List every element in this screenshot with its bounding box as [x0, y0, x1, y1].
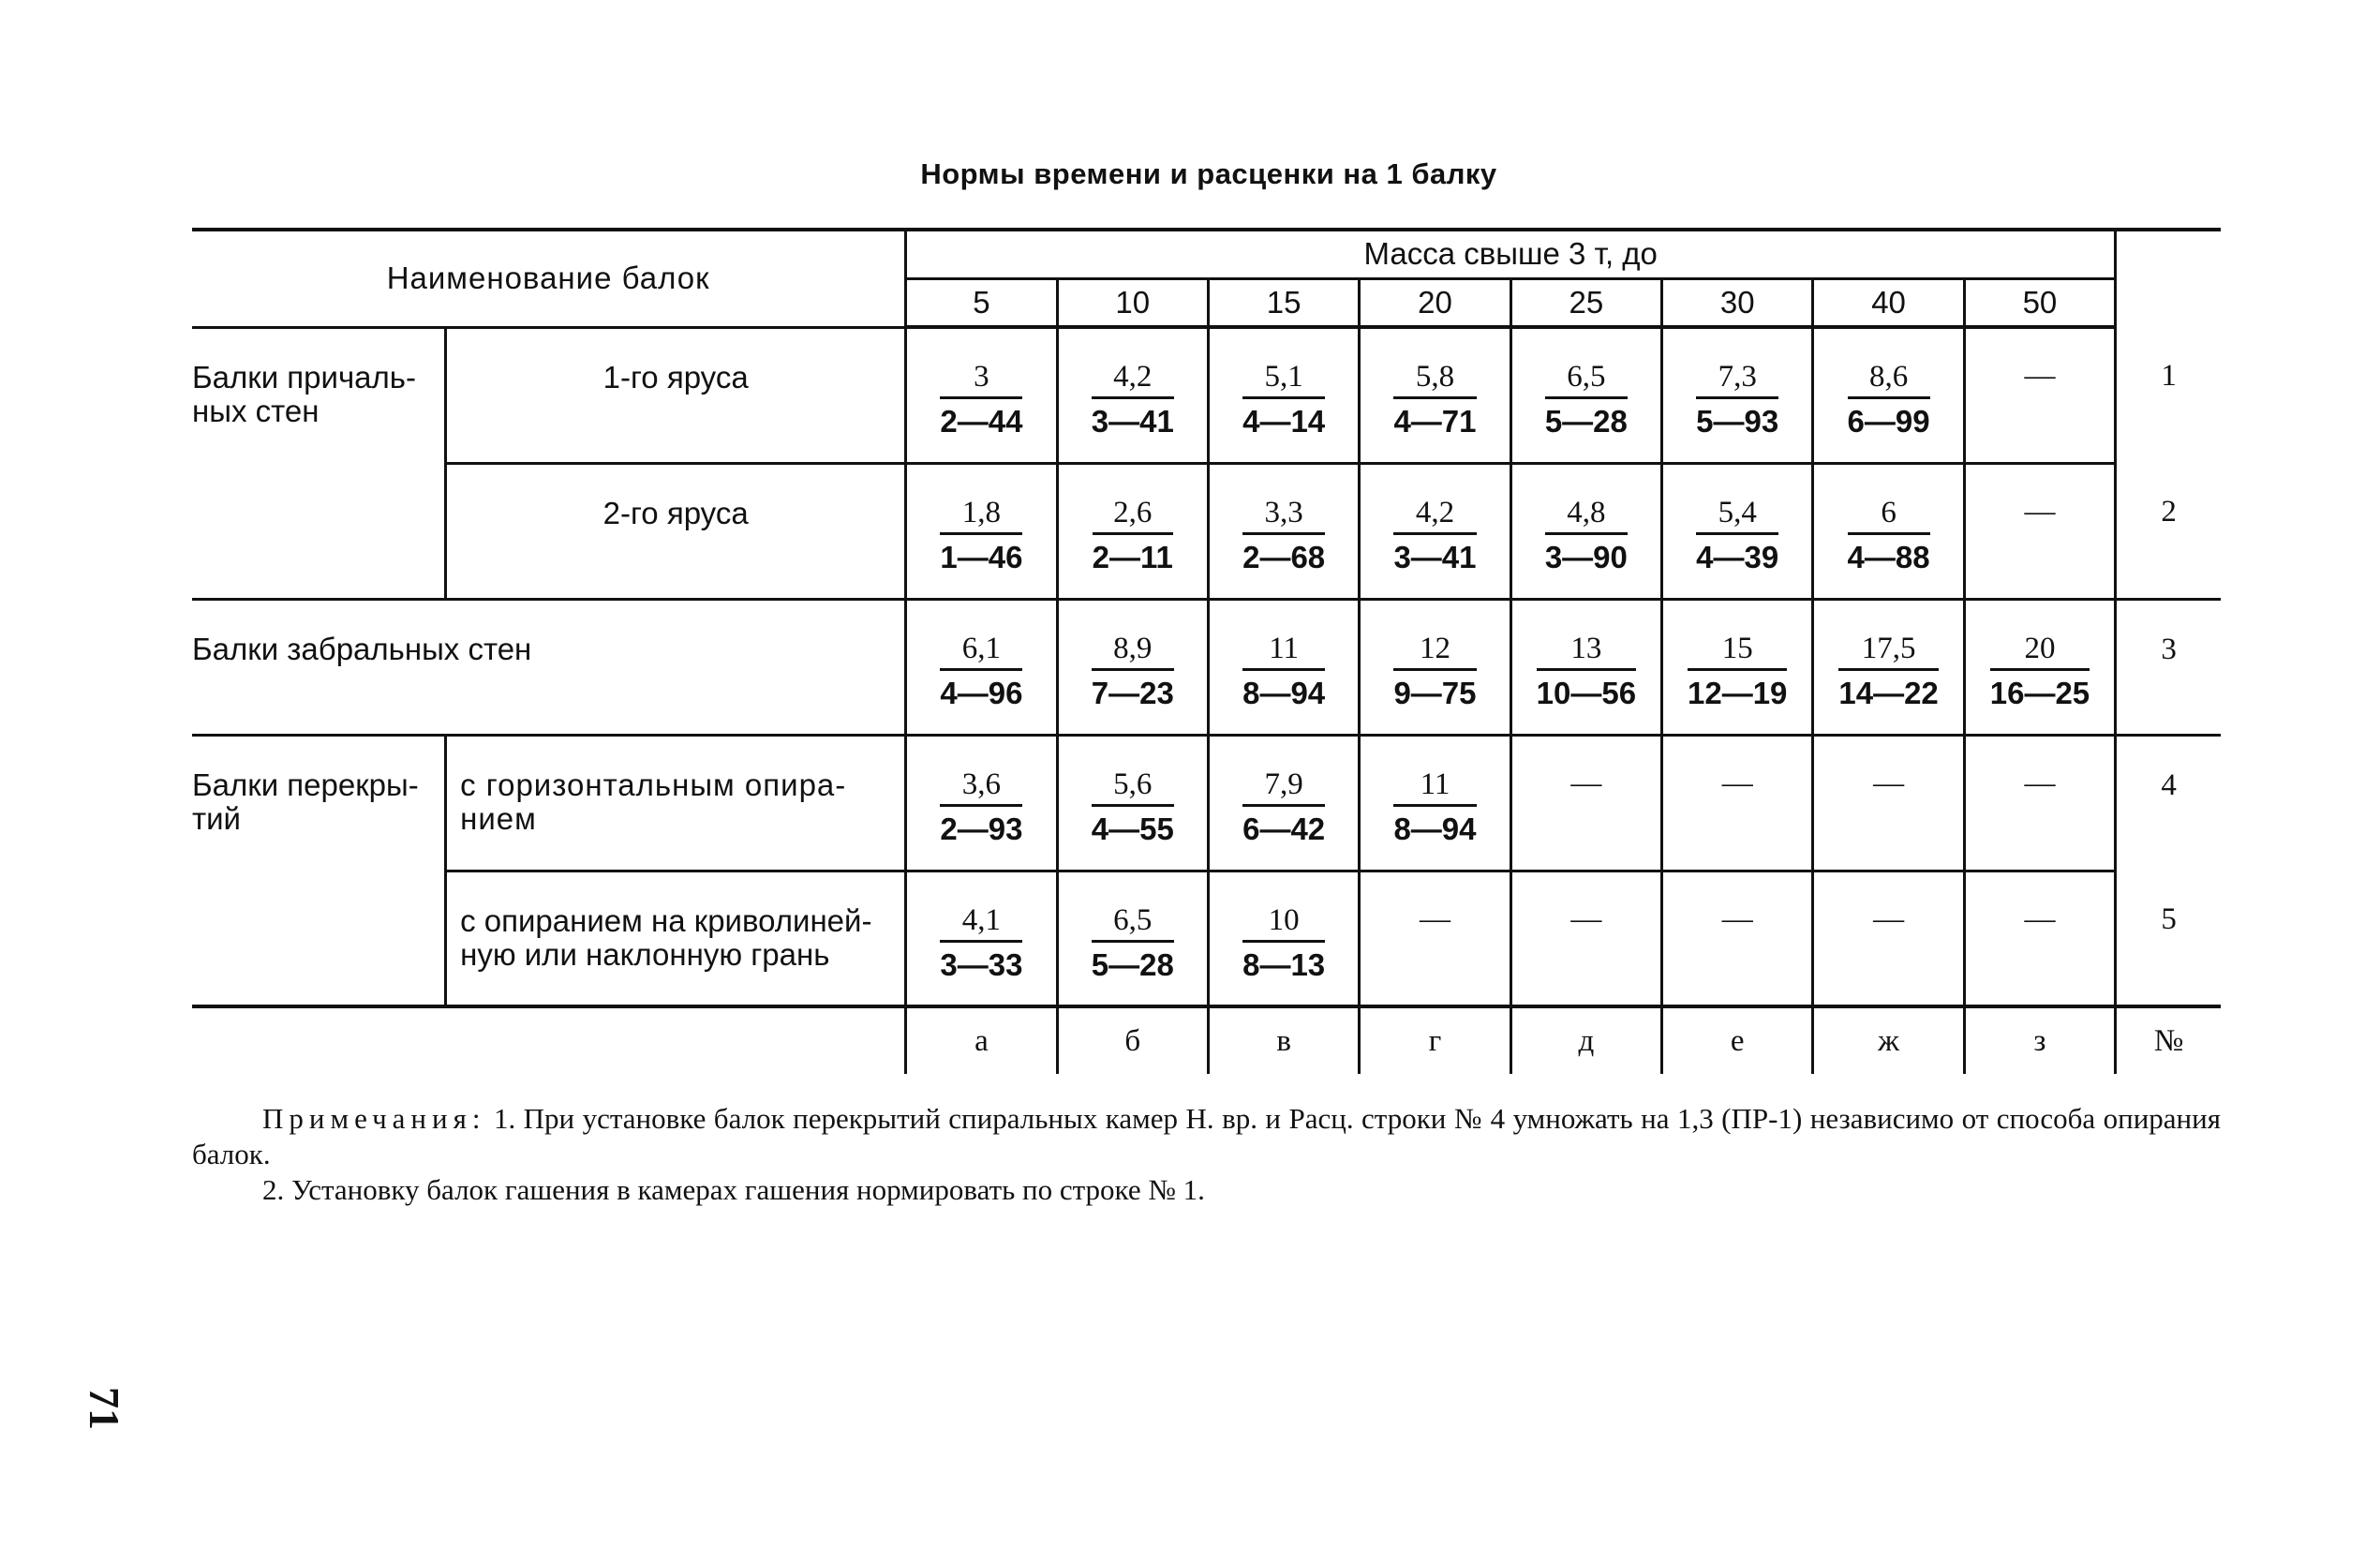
table-row	[192, 735, 2221, 871]
value-cell	[1813, 735, 1964, 871]
value-cell	[1208, 327, 1359, 463]
mass-value-20: 20	[1360, 278, 1510, 327]
column-letter: д	[1510, 1006, 1661, 1074]
time-norm: 5,8	[1393, 359, 1476, 399]
rate-price: 8—13	[1242, 946, 1326, 982]
dash-mark: —	[1570, 766, 1602, 800]
rate-price: 6—42	[1242, 811, 1326, 846]
value-cell	[1510, 871, 1661, 1006]
rate-price: 5—93	[1696, 404, 1779, 439]
time-norm: 2,6	[1093, 495, 1173, 535]
value-cell	[1360, 599, 1510, 735]
table-row	[192, 327, 2221, 463]
value-cell	[1813, 871, 1964, 1006]
value-cell	[1510, 463, 1661, 599]
rownum-header-blank	[2116, 230, 2221, 327]
time-norm: 13	[1537, 631, 1636, 671]
norm-fraction	[1242, 359, 1325, 440]
time-norm: 8,6	[1848, 359, 1930, 399]
rate-price: 6—99	[1847, 404, 1930, 439]
value-cell	[906, 599, 1057, 735]
dash-mark: —	[1419, 901, 1450, 936]
column-letter: б	[1057, 1006, 1208, 1074]
rate-price: 16—25	[1989, 675, 2090, 710]
value-cell	[1964, 463, 2115, 599]
norm-fraction	[1848, 495, 1930, 576]
norm-fraction	[1838, 631, 1938, 712]
table-title: Нормы времени и расценки на 1 балку	[920, 157, 1497, 190]
subname-tier-1: 1-го яруса	[446, 327, 906, 463]
dash-mark: —	[1570, 901, 1602, 936]
norm-fraction	[1242, 902, 1325, 984]
value-cell	[1813, 599, 1964, 735]
dash-mark: —	[2024, 494, 2056, 529]
time-norm: 4,1	[940, 902, 1022, 943]
dash-mark: —	[1873, 901, 1905, 936]
table-row	[192, 871, 2221, 1006]
value-cell	[1057, 871, 1208, 1006]
value-cell	[1208, 599, 1359, 735]
rate-price: 4—88	[1847, 539, 1930, 574]
rate-price: 5—28	[1544, 404, 1628, 439]
value-cell	[1208, 463, 1359, 599]
rate-price: 2—44	[940, 404, 1023, 439]
value-cell	[906, 327, 1057, 463]
rate-price: 8—94	[1393, 811, 1477, 846]
norm-fraction	[1092, 767, 1174, 848]
column-letter: ж	[1813, 1006, 1964, 1074]
dash-mark: —	[1721, 901, 1753, 936]
subname-tier-2: 2-го яруса	[446, 463, 906, 599]
norm-fraction	[1848, 359, 1930, 440]
column-letter: в	[1208, 1006, 1359, 1074]
value-cell	[1964, 327, 2115, 463]
dash-mark: —	[2024, 766, 2056, 800]
page-number: 71	[81, 1387, 128, 1430]
mass-value-50: 50	[1964, 278, 2115, 327]
value-cell	[1510, 735, 1661, 871]
norm-fraction	[1393, 359, 1476, 440]
norm-fraction	[940, 767, 1022, 848]
rate-price: 2—93	[940, 811, 1023, 846]
column-letter: е	[1662, 1006, 1813, 1074]
column-letter: г	[1360, 1006, 1510, 1074]
time-norm: 5,1	[1242, 359, 1325, 399]
rate-price: 3—41	[1091, 404, 1174, 439]
norms-table	[192, 228, 2221, 1074]
value-cell	[1813, 327, 1964, 463]
norm-fraction	[1393, 767, 1476, 848]
rate-price: 7—23	[1091, 675, 1174, 710]
time-norm: 7,3	[1696, 359, 1778, 399]
time-norm: 5,4	[1696, 495, 1778, 535]
value-cell	[1208, 871, 1359, 1006]
value-cell	[1964, 735, 2115, 871]
norm-fraction	[940, 495, 1022, 576]
subname-horizontal-support: с горизонтальным опира- нием	[446, 735, 906, 871]
value-cell	[1057, 735, 1208, 871]
time-norm: 20	[1990, 631, 2090, 671]
rate-price: 4—96	[940, 675, 1023, 710]
time-norm: 3,3	[1242, 495, 1325, 535]
time-norm: 3,6	[940, 767, 1022, 807]
mass-value-30: 30	[1662, 278, 1813, 327]
value-cell	[1510, 327, 1661, 463]
mass-value-25: 25	[1510, 278, 1661, 327]
letters-row	[192, 1006, 2221, 1074]
value-cell	[1057, 463, 1208, 599]
rate-price: 2—68	[1242, 539, 1326, 574]
value-cell	[1662, 463, 1813, 599]
mass-value-15: 15	[1208, 278, 1359, 327]
rate-price: 4—71	[1393, 404, 1477, 439]
value-cell	[906, 463, 1057, 599]
rate-price: 5—28	[1091, 946, 1174, 982]
value-cell	[1662, 871, 1813, 1006]
value-cell	[1964, 871, 2115, 1006]
value-cell	[1208, 735, 1359, 871]
group-pier-walls: Балки причаль- ных стен	[192, 359, 416, 428]
number-label: №	[2116, 1006, 2221, 1074]
value-cell	[906, 871, 1057, 1006]
table-row	[192, 599, 2221, 735]
time-norm: 10	[1242, 902, 1325, 943]
time-norm: 6	[1848, 495, 1930, 535]
value-cell	[1964, 599, 2115, 735]
time-norm: 4,8	[1545, 495, 1628, 535]
rate-price: 4—14	[1242, 404, 1326, 439]
footer-blank	[192, 1006, 906, 1074]
time-norm: 3	[940, 359, 1022, 399]
dash-mark: —	[1873, 766, 1905, 800]
rate-price: 10—56	[1536, 675, 1637, 710]
mass-value-40: 40	[1813, 278, 1964, 327]
value-cell	[1360, 327, 1510, 463]
norm-fraction	[940, 359, 1022, 440]
time-norm: 12	[1393, 631, 1476, 671]
column-letter: а	[906, 1006, 1057, 1074]
time-norm: 11	[1393, 767, 1476, 807]
rate-price: 2—11	[1092, 539, 1173, 574]
value-cell	[906, 735, 1057, 871]
name-column-header: Наименование балок	[192, 230, 906, 327]
column-letter: з	[1964, 1006, 2115, 1074]
norm-fraction	[940, 631, 1022, 712]
time-norm: 17,5	[1838, 631, 1938, 671]
mass-value-5: 5	[906, 278, 1057, 327]
time-norm: 5,6	[1092, 767, 1174, 807]
row-number: 1	[2116, 327, 2221, 463]
value-cell	[1510, 599, 1661, 735]
time-norm: 6,5	[1092, 902, 1174, 943]
mass-caption: Масса свыше 3 т, до	[906, 230, 2116, 278]
norm-fraction	[940, 902, 1022, 984]
norm-fraction	[1545, 359, 1628, 440]
row-number: 3	[2116, 599, 2221, 735]
norm-fraction	[1092, 902, 1174, 984]
time-norm: 6,1	[940, 631, 1022, 671]
norm-fraction	[1393, 631, 1476, 712]
time-norm: 4,2	[1393, 495, 1476, 535]
row-number: 2	[2116, 463, 2221, 599]
group-screen-walls: Балки забральных стен	[192, 599, 906, 735]
notes-label: Примечания:	[262, 1102, 486, 1135]
time-norm: 6,5	[1545, 359, 1628, 399]
time-norm: 11	[1242, 631, 1325, 671]
dash-mark: —	[2024, 359, 2056, 393]
norm-fraction	[1393, 495, 1476, 576]
rate-price: 3—90	[1544, 539, 1628, 574]
value-cell	[1662, 735, 1813, 871]
rate-price: 8—94	[1242, 675, 1326, 710]
norm-fraction	[1092, 631, 1174, 712]
value-cell	[1360, 735, 1510, 871]
rate-price: 3—41	[1393, 539, 1477, 574]
rate-price: 14—22	[1838, 675, 1939, 710]
value-cell	[1360, 871, 1510, 1006]
time-norm: 7,9	[1242, 767, 1325, 807]
row-number: 5	[2116, 871, 2221, 1006]
subname-curved-support: с опиранием на криволиней- ную или наклонную грань	[446, 871, 906, 1006]
group-floor-beams: Балки перекры- тий	[192, 735, 446, 1006]
time-norm: 4,2	[1092, 359, 1174, 399]
time-norm: 1,8	[940, 495, 1022, 535]
norm-fraction	[1092, 359, 1174, 440]
value-cell	[1662, 599, 1813, 735]
norm-fraction	[1688, 631, 1787, 712]
norm-fraction	[1696, 495, 1778, 576]
norm-fraction	[1696, 359, 1778, 440]
rate-price: 4—55	[1091, 811, 1174, 846]
mass-value-10: 10	[1057, 278, 1208, 327]
value-cell	[1662, 327, 1813, 463]
norm-fraction	[1242, 767, 1325, 848]
row-number: 4	[2116, 735, 2221, 871]
norm-fraction	[1242, 495, 1325, 576]
note-2: 2. Установку балок гашения в камерах гашения нормировать по строке № 1.	[262, 1173, 1205, 1206]
table-row	[192, 463, 2221, 599]
note-1	[192, 1101, 2221, 1172]
rate-price: 4—39	[1696, 539, 1779, 574]
time-norm: 8,9	[1092, 631, 1174, 671]
rate-price: 9—75	[1393, 675, 1477, 710]
note-1-text: 1. При установке балок перекрытий спиральных камер Н. вр. и Расц. строки № 4 умножать на 1,3 (ПР-1) независимо от способа опирания балок.	[192, 1102, 2221, 1170]
dash-mark: —	[2024, 901, 2056, 936]
norm-fraction	[1242, 631, 1325, 712]
rate-price: 1—46	[940, 539, 1023, 574]
rate-price: 12—19	[1688, 675, 1788, 710]
norm-fraction	[1093, 495, 1173, 576]
dash-mark: —	[1721, 766, 1753, 800]
notes	[192, 1101, 2221, 1208]
norm-fraction	[1990, 631, 2090, 712]
norm-fraction	[1537, 631, 1636, 712]
value-cell	[1057, 599, 1208, 735]
rate-price: 3—33	[940, 946, 1023, 982]
time-norm: 15	[1688, 631, 1787, 671]
norm-fraction	[1545, 495, 1628, 576]
value-cell	[1057, 327, 1208, 463]
value-cell	[1360, 463, 1510, 599]
value-cell	[1813, 463, 1964, 599]
